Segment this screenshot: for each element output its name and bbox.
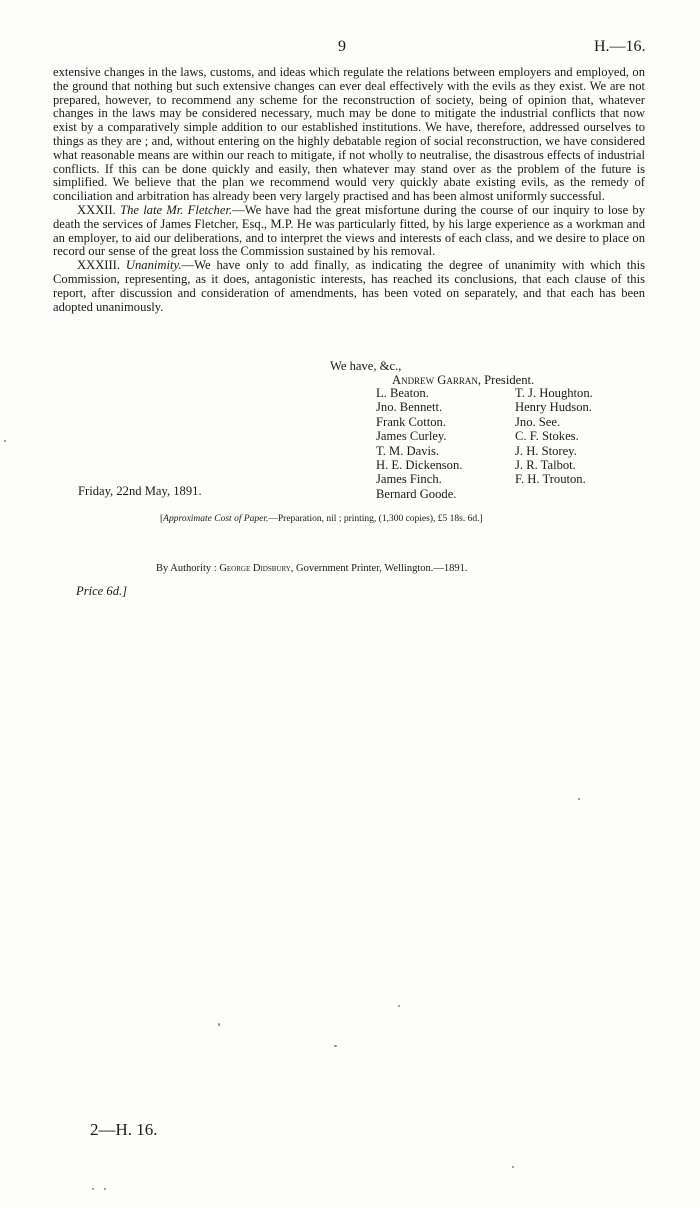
signatory: J. H. Storey. (515, 443, 577, 458)
report-date: Friday, 22nd May, 1891. (78, 484, 202, 498)
president-title: , President. (477, 373, 535, 387)
paragraph-heading: The late Mr. Fletcher. (120, 202, 233, 217)
document-reference: H.—16. (594, 38, 646, 55)
signatory: Jno. Bennett. (376, 400, 443, 415)
paragraph-text: —We have only to add finally, as indicating the degree of unanimity with which this Commission, representing, as it does, antagonistic interests, has reached its conclusions, that each clause of this report, after discussion and consideration of amendments, has been voted on separately, and that each has been adopted unanimously. (53, 258, 645, 314)
authority-suffix: , Government Printer, Wellington.—1891. (290, 563, 468, 574)
scan-speck (578, 798, 580, 800)
signatory: Frank Cotton. (376, 414, 446, 429)
cost-label: Approximate Cost of Paper. (163, 514, 269, 524)
scan-speck (92, 1188, 94, 1190)
cost-text: —Preparation, nil ; printing, (1,300 copies), £5 18s. 6d.] (268, 514, 483, 524)
authority-prefix: By Authority : (156, 563, 220, 574)
scan-speck (398, 1005, 400, 1007)
printer-authority-line (156, 563, 468, 574)
signatory: James Finch. (376, 472, 442, 487)
footer-document-reference: 2—H. 16. (90, 1120, 158, 1139)
signatory: C. F. Stokes. (515, 429, 579, 444)
signatory: L. Beaton. (376, 386, 429, 400)
scan-speck (334, 1045, 337, 1047)
paragraph-text: —We have had the great misfortune during the course of our inquiry to lose by death the services of James Fletcher, Esq., M.P. He was particularly fitted, by his large experience as a workman and an employer, to aid our deliberations, and to interpret the views and interests of each class, and we desire to place on record our sense of the great loss the Commission sustained by his removal. (53, 202, 645, 259)
signatory: Jno. See. (515, 414, 561, 429)
printing-cost-note (160, 514, 483, 524)
signatories-left-column (376, 386, 462, 501)
report-body (53, 66, 645, 314)
scan-speck (4, 440, 6, 442)
signatory: H. E. Dickenson. (376, 458, 463, 473)
signatories-right-column (515, 386, 593, 487)
paragraph-number: XXXIII. (77, 258, 121, 273)
page-number: 9 (338, 38, 346, 55)
signatory: J. R. Talbot. (515, 458, 576, 473)
signatory: James Curley. (376, 429, 447, 444)
scan-speck (512, 1166, 514, 1168)
cost-open-bracket: [ (160, 514, 164, 524)
paragraph-continuation: extensive changes in the laws, customs, and ideas which regulate the relations between employers and employed, on the ground that nothing but such extensive changes can ever deal effectively with the evils as they exist. We are not prepared, however, to recommend any scheme for the reconstruction of society, being of opinion that, whatever changes in the laws may be considered necessary, much may be done to mitigate the industrial conflicts that now exist by a comparatively simple addition to our established institutions. We have, therefore, addressed ourselves to things as they are ; and, without entering on the highly debatable region of social reconstruction, we have considered what reasonable means are within our reach to mitigate, if not wholly to neutralise, the disastrous effects of industrial conflicts. If this can be done quickly and easily, then whatever may stand over as the problem of the future is simplified. We believe that the plan we recommend would very quickly abate existing evils, as the remedy of conciliation and arbitration has already been very largely practised and has been almost uniformly successful. (53, 65, 645, 204)
signatory: Bernard Goode. (376, 486, 457, 501)
printer-name: George Didsbury (219, 563, 291, 574)
paragraph-number: XXXII. (77, 202, 116, 217)
president-name: Andrew Garran (392, 373, 478, 387)
scan-speck (218, 1023, 220, 1026)
signatory: T. J. Houghton. (515, 386, 593, 400)
price-note: Price 6d.] (76, 584, 128, 598)
paragraph-xxxii (53, 204, 645, 259)
signatory: Henry Hudson. (515, 400, 592, 415)
paragraph-xxxiii (53, 259, 645, 314)
paragraph-heading: Unanimity. (125, 258, 182, 273)
signatory: F. H. Trouton. (515, 472, 586, 487)
scan-speck (104, 1188, 106, 1190)
closing-salutation: We have, &c., (330, 359, 402, 373)
signatory: T. M. Davis. (376, 443, 440, 458)
